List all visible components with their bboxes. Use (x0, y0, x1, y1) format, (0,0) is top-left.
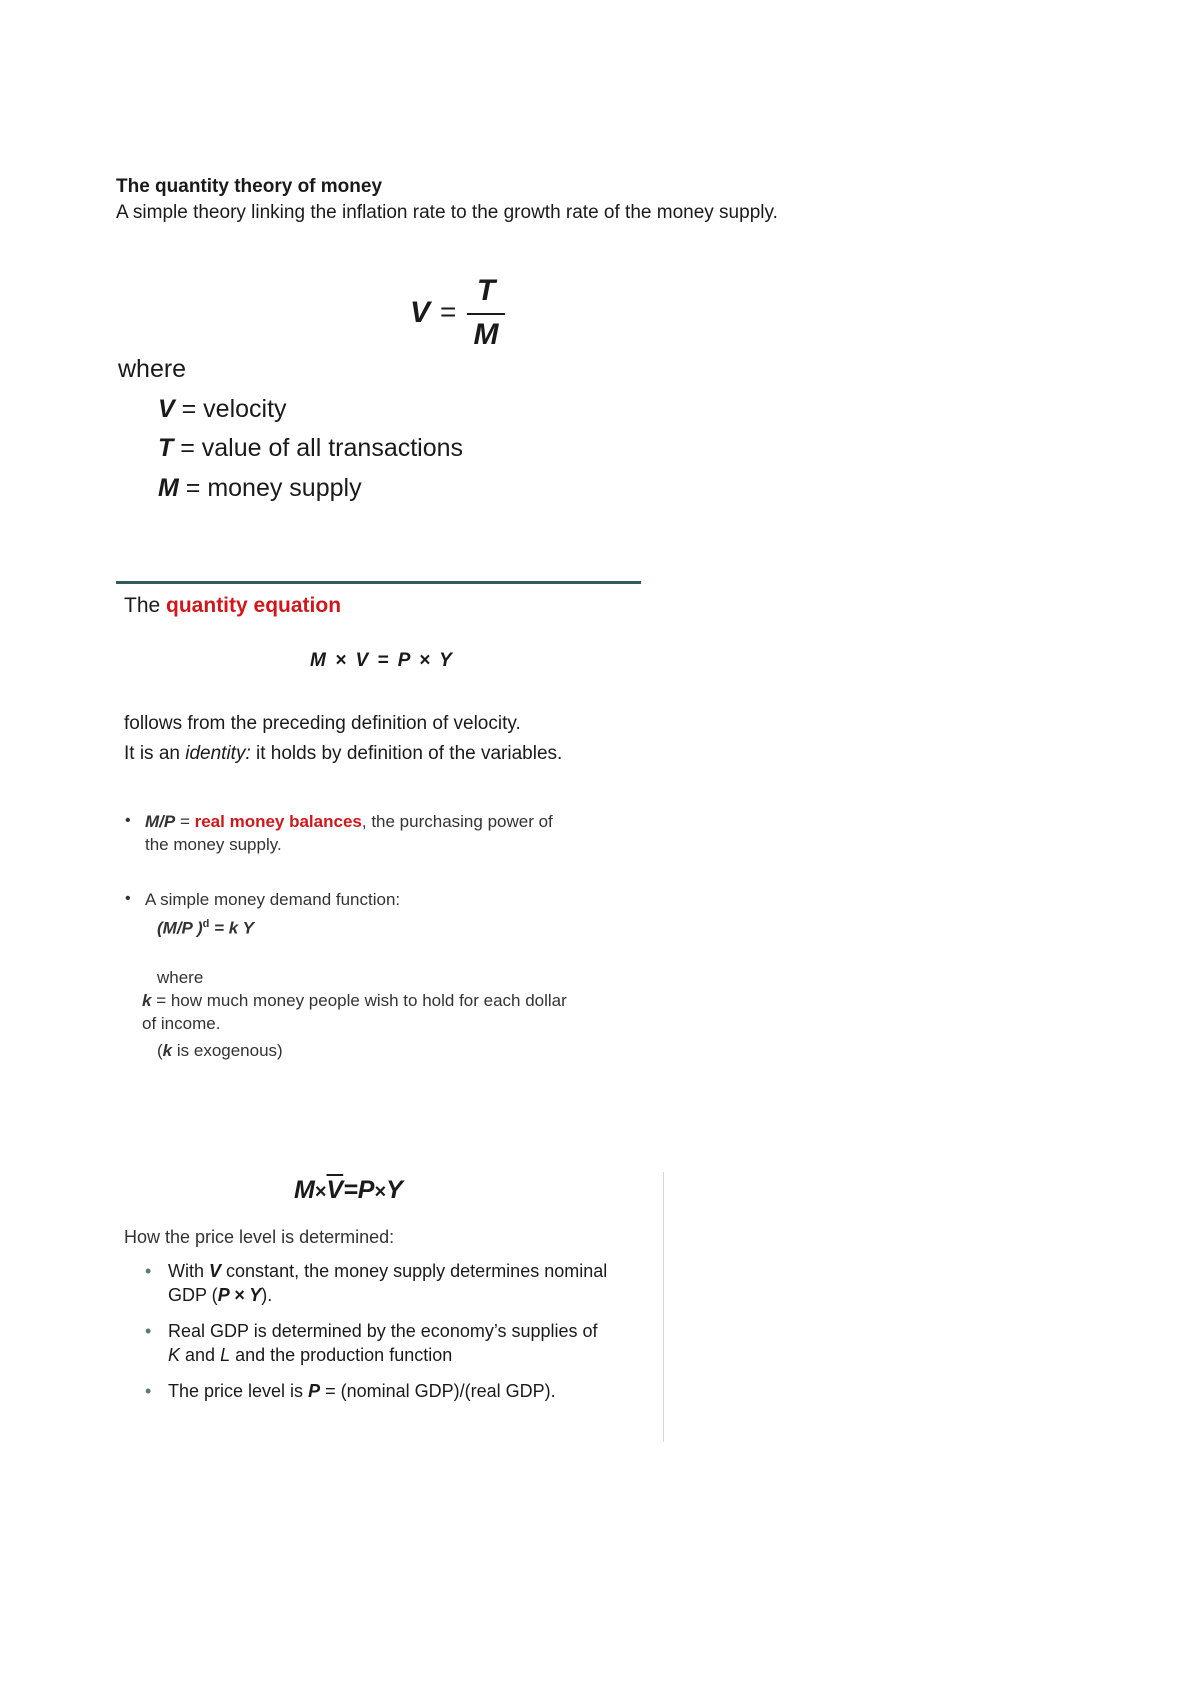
k-definition (142, 991, 567, 1011)
eq-equals-sign: = (440, 296, 457, 327)
definition-text: = value of all transactions (173, 434, 464, 462)
eq-velocity-symbol: V (410, 296, 431, 329)
bullet-icon: • (145, 1321, 152, 1341)
bullet-real-money-balances (145, 812, 553, 832)
symbol-k: k (142, 991, 152, 1010)
bullet-money-demand: A simple money demand function: (145, 890, 401, 909)
bullet-continuation: the money supply. (145, 835, 282, 854)
para-emphasis: identity: (185, 743, 251, 764)
slide-title-prefix: The (124, 594, 167, 617)
paren: ( (157, 1041, 163, 1060)
k-definition-continuation: of income. (142, 1014, 221, 1033)
price-level-equation (294, 1176, 403, 1205)
definition-symbol: T (158, 434, 174, 462)
bullet-continuation (168, 1285, 272, 1306)
eq-part: = k Y (209, 918, 254, 938)
money-demand-equation (157, 918, 254, 939)
slide-title (124, 594, 341, 618)
bullet-v-constant (168, 1261, 607, 1282)
bullet-text: GDP ( (168, 1285, 218, 1305)
definition-symbol: V (158, 395, 175, 423)
section-title: The quantity theory of money (116, 176, 383, 197)
bullet-text: constant, the money supply determines nominal (221, 1261, 608, 1281)
quantity-equation: M × V = P × Y (310, 650, 452, 671)
eq-part: (M/P ) (157, 918, 203, 938)
bullet-icon: • (145, 1261, 152, 1281)
bullet-price-level (168, 1381, 556, 1402)
symbol-l: L (220, 1345, 231, 1365)
definition-transactions (158, 434, 463, 463)
bullet-icon: • (145, 1381, 152, 1401)
bullet-icon: • (125, 890, 131, 907)
bullet-text: , the purchasing power of (361, 812, 553, 831)
bullet-highlight: real money balances (194, 812, 362, 831)
definition-text: = money supply (178, 474, 362, 502)
fraction-bar (467, 313, 505, 315)
k-exogenous-note (157, 1041, 283, 1061)
eq-v-bar: $\overline{V}$ (326, 1176, 344, 1204)
bullet-text: The price level is (168, 1381, 309, 1401)
eq-denominator: M (473, 318, 499, 351)
symbol-m-over-p: M/P (145, 812, 176, 831)
eq-numerator: T (476, 274, 496, 307)
symbol-p: P (308, 1381, 321, 1401)
where-label: where (118, 355, 187, 383)
para-text: it holds by definition of the variables. (250, 743, 563, 764)
symbol-pxy: P × Y (217, 1285, 262, 1305)
bullet-text: = (nominal GDP)/(real GDP). (320, 1381, 556, 1401)
definition-text: = velocity (174, 395, 287, 423)
price-level-lead: How the price level is determined: (124, 1227, 395, 1247)
symbol-k: K (168, 1345, 181, 1365)
definition-velocity (158, 395, 287, 424)
symbol-k: k (162, 1041, 173, 1060)
eq-y: Y (386, 1176, 403, 1204)
bullet-text: = (175, 812, 195, 831)
slide-border (663, 1172, 664, 1442)
where-label: where (157, 968, 204, 987)
bullet-text: and (180, 1345, 221, 1365)
velocity-equation (410, 274, 506, 354)
bullet-text: With (168, 1261, 210, 1281)
slide-divider (116, 581, 641, 584)
definition-money-supply (158, 474, 362, 503)
slide-title-highlight: quantity equation (166, 594, 342, 617)
eq-times: × (374, 1181, 387, 1203)
bullet-text: ). (261, 1285, 273, 1305)
k-definition-text: = how much money people wish to hold for each dollar (151, 991, 567, 1010)
eq-m: M (294, 1176, 315, 1204)
intro-paragraph: A simple theory linking the inflation rate to the growth rate of the money supply. (116, 202, 778, 223)
quantity-paragraph-1: follows from the preceding definition of velocity. (124, 713, 521, 734)
eq-superscript: d (202, 918, 210, 930)
bullet-real-gdp: Real GDP is determined by the economy’s supplies of (168, 1321, 598, 1341)
eq-times: × (314, 1181, 327, 1203)
bullet-text: and the production function (230, 1345, 453, 1365)
definition-symbol: M (158, 474, 179, 502)
para-text: It is an (124, 743, 186, 764)
bullet-continuation (168, 1345, 452, 1366)
bullet-icon: • (125, 812, 131, 829)
symbol-v: V (209, 1261, 222, 1281)
note-text: is exogenous) (172, 1041, 283, 1060)
eq-equals-p: =P (343, 1176, 375, 1204)
quantity-paragraph-2 (124, 743, 562, 765)
